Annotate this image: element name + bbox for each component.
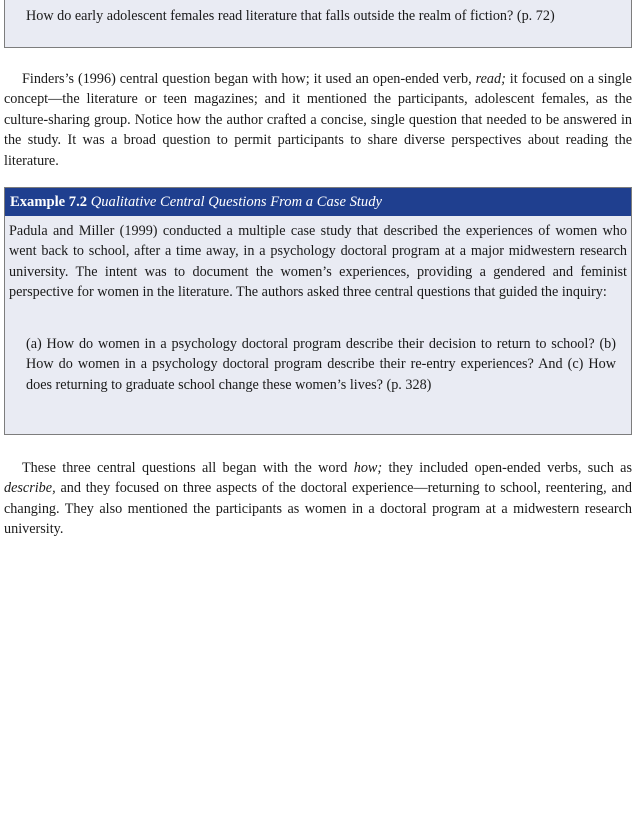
example-box [4,187,632,435]
paragraph-finders-text-2: it focused on a single concept—the literature or teen magazines; and it mentioned the participants, adolescent females, as the culture-sharing group. Notice how the author crafted a concise, single question that needed to be answered in the study. It was a broad question to permit participants to share diverse perspectives about reading the literature. [4,71,632,169]
paragraph-three-questions-text-2: they included open-ended verbs, such as [382,460,632,476]
paragraph-finders-italic: read; [475,71,506,87]
paragraph-three-questions-text-1: These three central questions all began with the word [22,460,354,476]
paragraph-three-questions-text-3: and they focused on three aspects of the doctoral experience—returning to school, reentering, and changing. They also mentioned the participants as women in a doctoral program at a midwestern research university. [4,480,632,538]
top-quote-box [4,0,632,48]
example-body-text: Padula and Miller (1999) conducted a multiple case study that described the experiences of women who went back to school, after a time away, in a psychology doctoral program at a major midwestern research university. The intent was to document the women’s experiences, providing a gendered and feminist perspective for women in the literature. The authors asked three central questions that guided the inquiry: [9,223,627,301]
paragraph-three-questions-italic-2: describe, [4,480,56,497]
example-title: Qualitative Central Questions From a Case Study [90,194,382,210]
example-quote-text: (a) How do women in a psychology doctoral program describe their decision to return to school? (b) How do women in a psychology doctoral program describe their re-entry experiences? And (c) How does returning to graduate school change these women’s lives? (p. 328) [26,336,616,393]
example-number: Example 7.2 [10,194,88,210]
paragraph-three-questions [4,458,632,540]
top-quote-text: How do early adolescent females read literature that falls outside the realm of fiction? (p. 72) [26,8,555,24]
paragraph-three-questions-italic-1: how; [353,460,383,476]
paragraph-finders [4,69,632,171]
paragraph-finders-text-1: Finders’s (1996) central question began with how; it used an open-ended verb, [22,71,476,87]
example-header [5,188,631,216]
